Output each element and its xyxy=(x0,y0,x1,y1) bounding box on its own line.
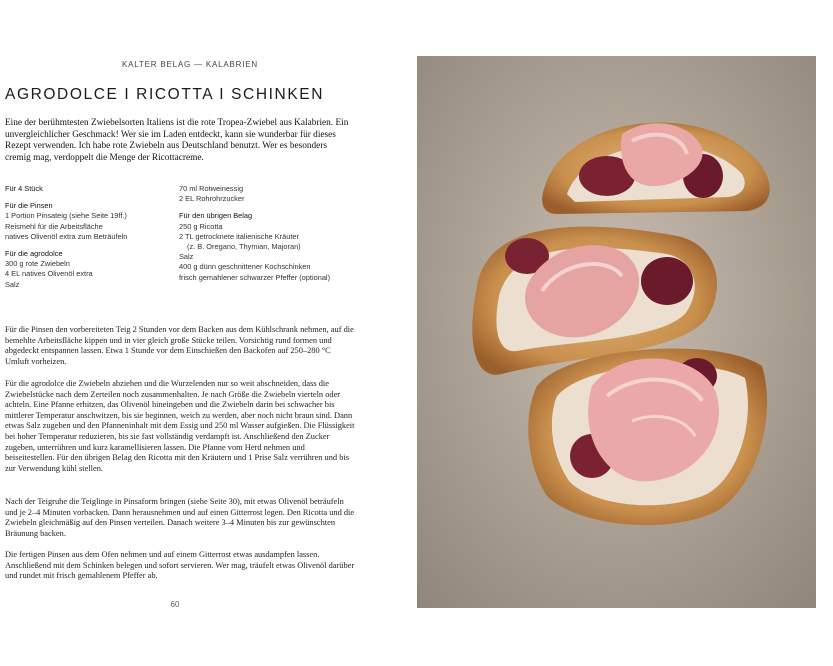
ingredient-item: Salz xyxy=(179,252,194,262)
step-paragraph xyxy=(5,497,355,539)
ingredient-item: 70 ml Rotweinessig xyxy=(179,184,244,193)
servings: Für 4 Stück xyxy=(5,184,43,193)
ingredients-heading-agrodolce: Für die agrodolce xyxy=(5,249,63,259)
ingredients-heading-belag: Für den übrigen Belag xyxy=(179,211,253,221)
text-page xyxy=(0,0,410,666)
ingredient-item: 4 EL natives Olivenöl extra xyxy=(5,269,93,279)
recipe-intro xyxy=(5,118,355,164)
pinsa-illustration xyxy=(417,56,816,608)
step-text: Die fertigen Pinsen aus dem Ofen nehmen und auf einem Gitterrost etwas ausdampfen lassen. Anschließend mit dem Schinken belegen und sofort servieren. Wer mag, träufelt etwas Olivenöl darüber und rundet mit frisch gemahlenem Pfeffer ab. xyxy=(5,550,355,581)
step-text: Nach der Teigruhe die Teiglinge in Pinsaform bringen (siehe Seite 30), mit etwas Olivenöl beträufeln und je 2–4 Minuten vorbacken. Dann herausnehmen und auf einen Gitterrost legen. Den Ricotta und die Zwiebeln gleichmäßig auf den Pinsen verteilen. Danach weitere 3–4 Minuten bis zur gewünschten Bräunung backen. xyxy=(5,497,355,538)
ingredient-item: 300 g rote Zwiebeln xyxy=(5,259,70,269)
step-paragraph xyxy=(5,379,355,474)
recipe-title: AGRODOLCE I RICOTTA I SCHINKEN xyxy=(5,86,324,103)
ingredient-item: natives Olivenöl extra zum Beträufeln xyxy=(5,231,128,241)
pinsa-photo xyxy=(417,56,816,608)
step-text: Für die Pinsen den vorbereiteten Teig 2 Stunden vor dem Backen aus dem Kühlschrank nehmen, auf die bemehlte Arbeitsfläche kippen und in vier gleich große Stücke teilen. Vorsichtig rund formen und abgedeckt entspannen lassen. Etwa 1 Stunde vor dem Einschießen den Backofen auf 250–280 °C Umluft vorheizen. xyxy=(5,325,354,366)
ingredients-column-2 xyxy=(179,184,359,283)
step-paragraph xyxy=(5,550,355,582)
ingredient-item: 2 EL Rohrohrzucker xyxy=(179,194,245,204)
ingredient-item: 1 Portion Pinsateig (siehe Seite 19ff.) xyxy=(5,211,127,221)
ingredient-item: Reismehl für die Arbeitsfläche xyxy=(5,221,103,231)
section-kicker: KALTER BELAG — KALABRIEN xyxy=(122,60,258,69)
ingredient-item: 2 TL getrocknete italienische Kräuter xyxy=(179,231,299,241)
ingredients-column-1 xyxy=(5,184,175,290)
ingredient-item: 400 g dünn geschnittener Kochschinken xyxy=(179,262,311,272)
ingredient-item: (z. B. Oregano, Thymian, Majoran) xyxy=(187,242,301,252)
pinsa-bottom xyxy=(528,349,767,526)
step-paragraph xyxy=(5,325,355,367)
intro-text: Eine der berühmtesten Zwiebelsorten Italiens ist die rote Tropea-Zwiebel aus Kalabrien. Ein unvergleichlicher Geschmack! Wer sie im Laden entdeckt, kann sie wunderbar für dieses Rezept verwenden. Ich habe rote Zwiebeln aus Deutschland benutzt. Wer es besonders cremig mag, verdoppelt die Menge der Ricottacreme. xyxy=(5,118,349,163)
ingredient-item: 250 g Ricotta xyxy=(179,221,223,231)
ingredient-item: Salz xyxy=(5,279,20,289)
step-text: Für die agrodolce die Zwiebeln abziehen und die Wurzelenden nur so weit abschneiden, dass die Zwiebelstücke nach dem Zerteilen noch zusammenhalten. Je nach Größe die Zwiebeln vierteln oder achteln. Eine Pfanne erhitzen, das Olivenöl hineingeben und die Zwiebeln darin bei schwacher bis mittlerer Temperatur anschwitzen, bis sie beginnen, weich zu werden, aber noch nicht braun sind. Dann etwas Salz zugeben und den Pfanneninhalt mit dem Essig und 250 ml Wasser aufgießen. Die Flüssigkeit bei hoher Temperatur reduzieren, bis sie fast vollständig verdampft ist. Anschließend den Zucker zugeben, unterrühren und kurz karamellisieren lassen. Die Pfanne vom Herd nehmen und beiseitestellen. Für den übrigen Belag den Ricotta mit den Kräutern und 1 Prise Salz verrühren und bis zur Verwendung kühl stellen. xyxy=(5,379,355,473)
page-number: 60 xyxy=(170,600,180,609)
ingredients-heading-pinsen: Für die Pinsen xyxy=(5,201,53,211)
ingredient-item: frisch gemahlener schwarzer Pfeffer (optional) xyxy=(179,272,331,282)
